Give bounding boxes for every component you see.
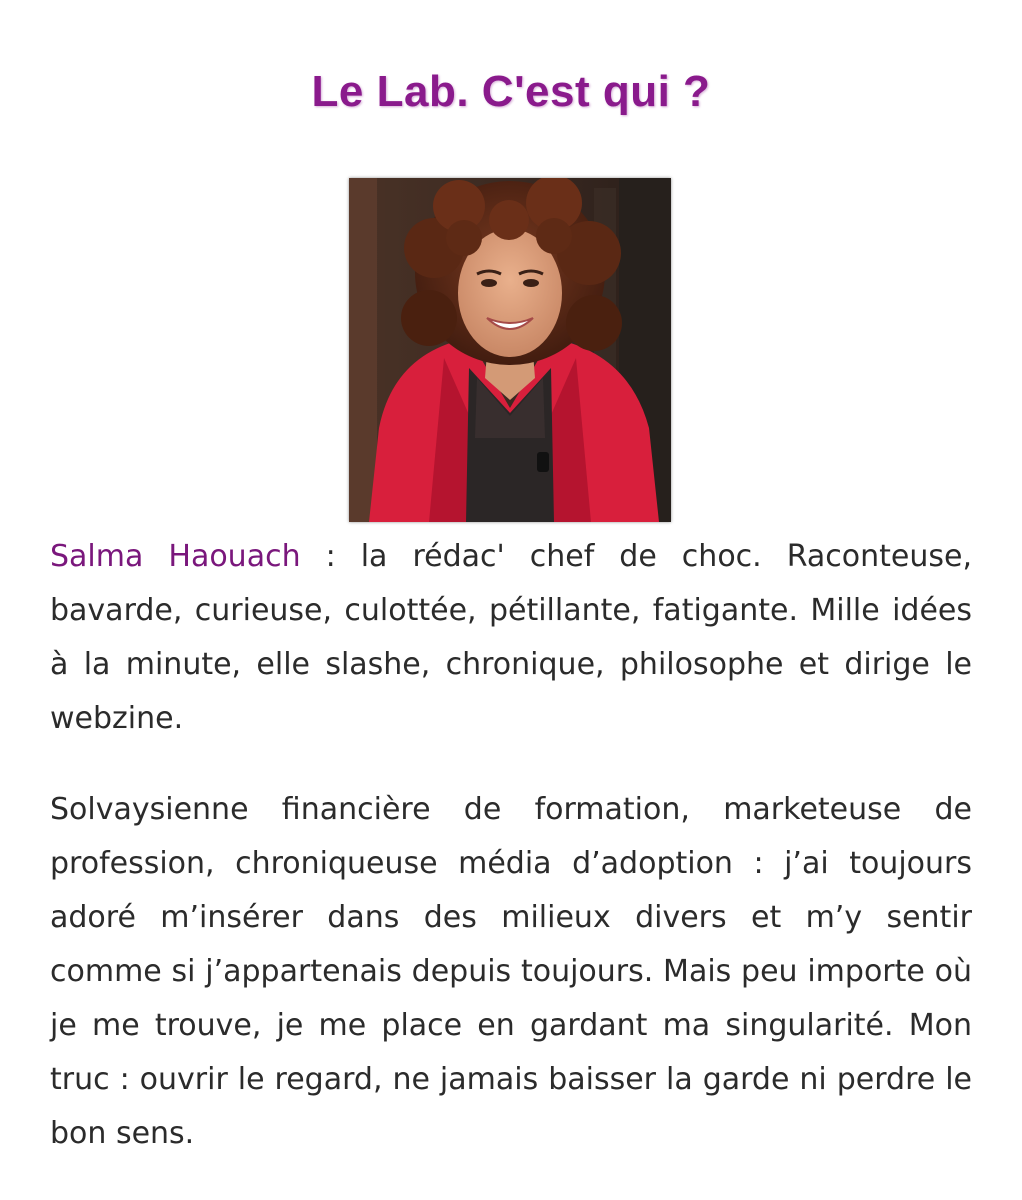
page-title: Le Lab. C'est qui ? (311, 67, 711, 117)
intro-paragraph (50, 530, 972, 746)
portrait-photo (349, 178, 671, 522)
author-name-link[interactable]: Salma Haouach (50, 539, 301, 574)
intro-text: : la rédac' chef de choc. Raconteuse, bavarde, curieuse, culottée, pétillante, fatigante. Mille idées à la minute, elle slashe, chronique, philosophe et dirige le webzine. (50, 539, 973, 736)
bio-paragraph: Solvaysienne financière de formation, marketeuse de profession, chroniqueuse média d’adoption : j’ai toujours adoré m’insérer dans des milieux divers et m’y sentir comme si j’appartenais depuis toujours. Mais peu importe où je me trouve, je me place en gardant ma singularité. Mon truc : ouvrir le regard, ne jamais baisser la garde ni perdre le bon sens. (50, 792, 972, 1151)
portrait-illustration (349, 178, 671, 522)
